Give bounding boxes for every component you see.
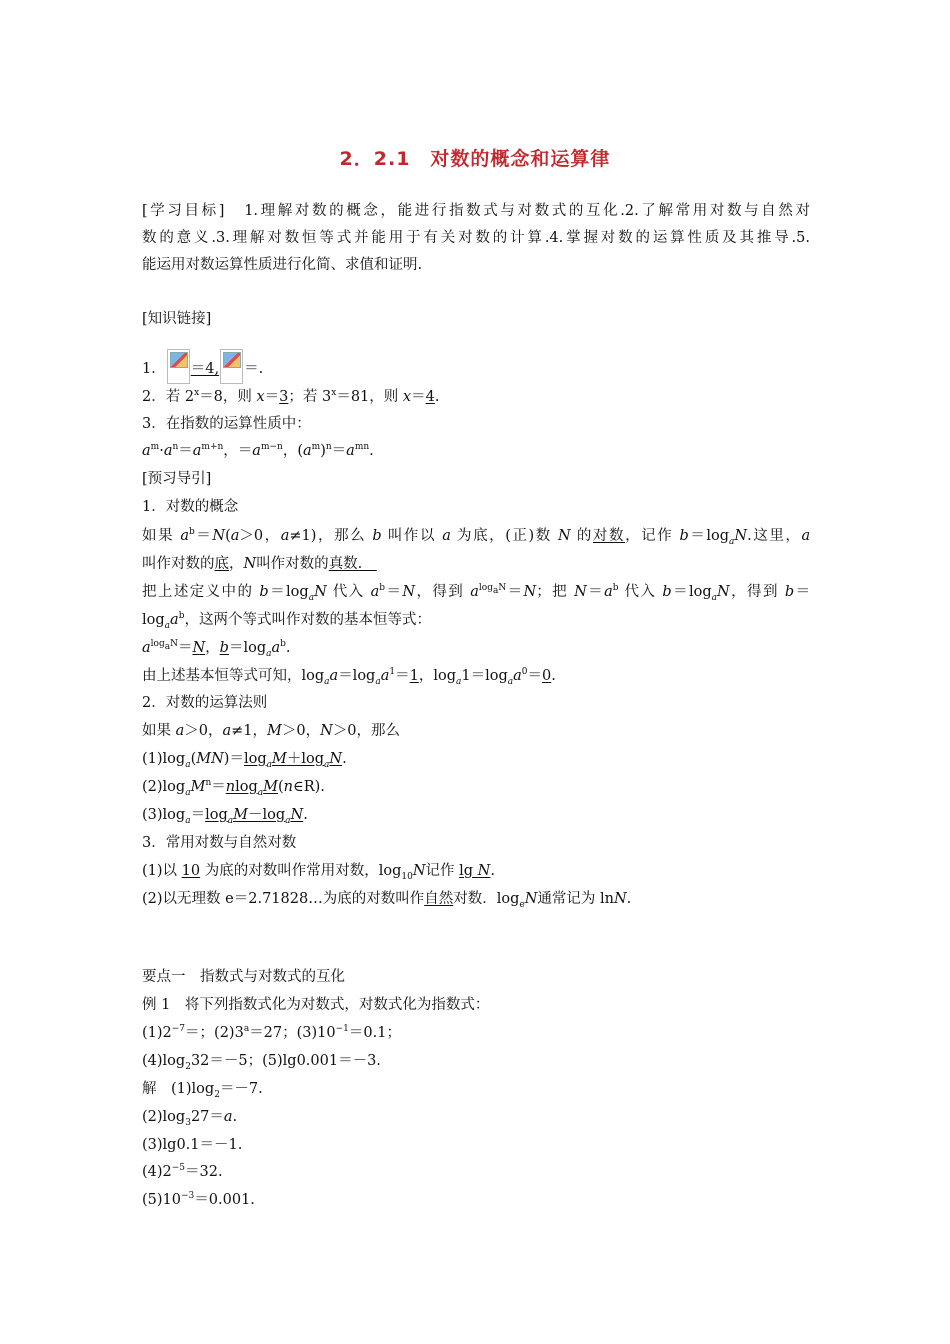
- objectives-line-2: 数的意义.3.理解对数恒等式并能用于有关对数的计算.4.掌握对数的运算性质及其推导.5.: [142, 230, 810, 246]
- knowledge-item-3: 3．在指数的运算性质中：: [142, 416, 311, 432]
- knowledge-header: [知识链接]: [142, 311, 212, 327]
- objectives-line-3: 能运用对数运算性质进行化简、求值和证明.: [142, 257, 423, 273]
- solution-3: (3)lg0.1＝－1.: [142, 1137, 243, 1153]
- broken-image-icon: [167, 349, 190, 384]
- keypoint-header: 要点一 指数式与对数式的互化: [142, 969, 345, 985]
- example-items-1: $(1)2^{-7}=$；$(2)3^a=27$；$(3)10^{-1}=0.1$；: [142, 1024, 401, 1041]
- log-definition-line-2: 叫作对数的底，N叫作对数的真数.: [142, 556, 377, 572]
- solution-2: $(2)\log_327=a$.: [142, 1109, 238, 1128]
- solution-1: 解 $(1)\log_2=-7$.: [142, 1081, 263, 1100]
- item1-eq1: ＝4,: [190, 361, 220, 377]
- identity-consequence: 由上述基本恒等式可知，$\log_aa=\log_aa^1=1$，$\log_a1=\log_aa^0=0$.: [142, 667, 556, 687]
- knowledge-item-1: 1． ＝4, ＝.: [142, 349, 263, 384]
- section-2-title: 2．对数的运算法则: [142, 695, 268, 711]
- page-title: 2．2.1 对数的概念和运算律: [339, 148, 611, 170]
- broken-image-icon: [220, 349, 243, 384]
- objectives-line-1: [学习目标] 1.理解对数的概念，能进行指数式与对数式的互化.2.了解常用对数与自然对: [142, 203, 810, 219]
- example-1: 例 1 将下列指数式化为对数式，对数式化为指数式：: [142, 997, 490, 1013]
- rule-2: $(2)\log_aM^n=nlog_aM(n\in R)$.: [142, 778, 325, 798]
- substitution-line-2: $\log_aa^b$，这两个等式叫作对数的基本恒等式：: [142, 611, 431, 631]
- example-items-2: $(4)\log_232=-5$；(5)lg0.001＝－3.: [142, 1053, 381, 1072]
- section-3-title: 3．常用对数与自然对数: [142, 835, 297, 851]
- rule-1: $(1)\log_a(MN)=\log_aM+\log_aN$.: [142, 751, 347, 770]
- section-1-title: 1．对数的概念: [142, 499, 239, 515]
- natural-log: (2)以无理数 e＝2.71828…为底的对数叫作自然对数．$\log_eN$通常记为 lnN.: [142, 891, 632, 910]
- rule-3: $(3)\log_a=\log_aM-\log_aN$.: [142, 807, 308, 826]
- rules-condition: 如果 a＞0，a≠1，M＞0，N＞0，那么: [142, 723, 401, 739]
- exponent-rules: $a^m\cdot a^n=a^{m+n}$，$=a^{m-n}$，$(a^m)^n=a^{mn}$.: [142, 442, 374, 459]
- basic-identities: $a^{log_aN}=N$，$b=\log_aa^b$.: [142, 639, 291, 659]
- knowledge-item-2: 2．若 $2^x=8$，则 x＝3；若 $3^x=81$，则 x＝4.: [142, 388, 440, 405]
- common-log: (1)以 10 为底的对数叫作常用对数，$\log_{10}N$记作 lg N.: [142, 863, 495, 882]
- substitution-line-1: 把上述定义中的 $b=\log_aN$ 代入 $a^b=N$，得到 $a^{log_aN}=N$；把 $N=a^b$ 代入 $b=\log_aN$，得到 b＝: [142, 583, 811, 603]
- log-definition-line-1: 如果 $a^b=N(a>0$，a≠1)，那么 b 叫作以 a 为底，(正)数 N 的对数，记作 $b=\log_aN$.这里，a: [142, 527, 811, 547]
- solution-4: $(4)2^{-5}=32$.: [142, 1163, 223, 1180]
- solution-5: $(5)10^{-3}=0.001$.: [142, 1191, 255, 1208]
- item1-eq2: ＝.: [244, 361, 264, 377]
- preview-header: [预习导引]: [142, 471, 212, 487]
